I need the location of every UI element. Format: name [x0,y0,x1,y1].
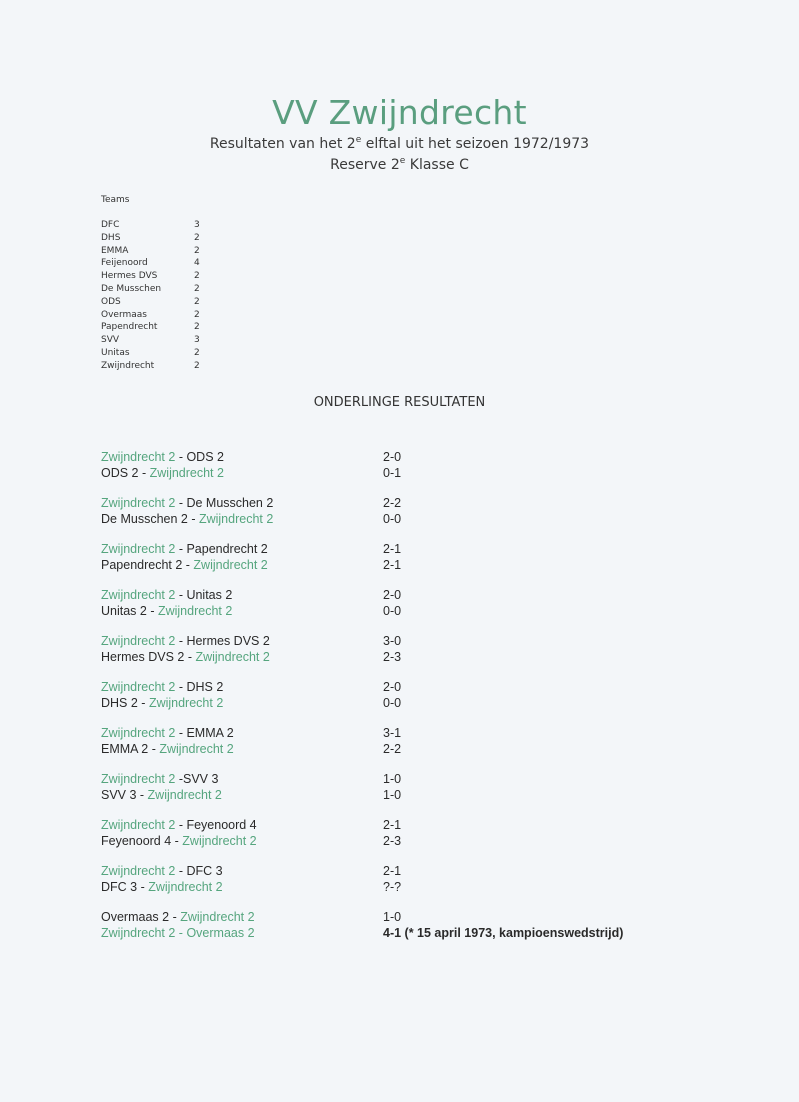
away-team: Zwijndrecht 2 [159,741,234,756]
match-score: 2-0 [383,588,402,602]
home-team: Zwijndrecht 2 - Overmaas 2 [101,925,255,940]
match-group [101,588,701,619]
match-teams [101,542,268,556]
match-score: 2-0 [383,450,402,464]
home-team: Zwijndrecht 2 [101,634,176,648]
team-row [101,271,221,284]
team-row [101,258,221,271]
match-teams [101,450,224,464]
match-teams [101,742,234,756]
match-row [101,696,701,712]
team-count: 3 [194,335,200,346]
home-team: ODS 2 [101,465,139,480]
match-score: 3-0 [383,634,402,648]
away-team: Zwijndrecht 2 [157,603,233,618]
home-team: Zwijndrecht 2 [101,680,176,694]
match-separator: - [136,787,148,802]
section-title: ONDERLINGE RESULTATEN [313,395,486,410]
away-team: Zwijndrecht 2 [195,649,270,664]
team-row [101,361,221,374]
team-name: ODS [101,296,121,307]
team-name: SVV [101,335,120,346]
match-row [101,496,701,512]
match-row [101,588,701,604]
match-group [101,542,701,573]
match-separator: - [175,726,187,740]
match-separator: - [175,588,187,602]
team-count: 2 [194,322,200,333]
match-group [101,634,701,665]
team-row [101,297,221,310]
match-row [101,880,701,896]
match-score: 2-3 [383,649,402,664]
match-group [101,910,701,941]
match-score: 4-1 (* 15 april 1973, kampioenswedstrijd) [383,925,624,940]
match-row [101,634,701,650]
match-row [101,926,701,942]
match-group [101,726,701,757]
home-team: De Musschen 2 [101,511,188,526]
match-score: 1-0 [383,787,402,802]
match-score: 3-1 [383,726,402,740]
match-separator: - [138,465,150,480]
season-subtitle [0,136,799,152]
match-teams [101,772,218,786]
match-row [101,910,701,926]
page-title: VV Zwijndrecht [272,93,527,132]
team-count: 3 [194,220,200,230]
match-teams [101,726,234,740]
team-row [101,335,221,348]
match-separator: - [175,680,187,694]
match-score: 0-1 [383,465,402,480]
team-name: Papendrecht [101,322,158,333]
team-count: 2 [194,309,200,320]
home-team: DFC 3 [101,879,138,894]
match-row [101,864,701,880]
match-row [101,834,701,850]
match-teams [101,634,270,648]
team-count: 2 [194,283,200,294]
match-teams [101,880,223,894]
home-team: DHS 2 [101,695,138,710]
home-team: Zwijndrecht 2 [101,588,176,602]
away-team: Zwijndrecht 2 [198,511,274,526]
team-row [101,310,221,323]
home-team: Zwijndrecht 2 [101,726,176,740]
match-row [101,788,701,804]
match-group [101,496,701,527]
match-score: 2-3 [383,833,402,848]
match-row [101,742,701,758]
away-team: Feyenoord 4 [186,818,257,832]
match-row [101,680,701,696]
team-name: De Musschen [101,283,162,294]
away-team: Zwijndrecht 2 [193,557,268,572]
away-team: Zwijndrecht 2 [182,833,257,848]
match-separator: - [137,879,149,894]
match-row [101,512,701,528]
team-name: DFC [101,220,120,230]
team-count: 2 [194,232,200,243]
match-score: 2-0 [383,680,402,694]
match-row [101,558,701,574]
team-count: 4 [194,258,200,269]
match-teams [101,864,223,878]
match-score: 2-1 [383,818,402,832]
match-teams [101,926,255,940]
home-team: Overmaas 2 [101,910,170,924]
team-count: 2 [194,296,200,307]
match-separator: - [187,511,199,526]
match-group [101,450,701,481]
match-separator: - [137,695,149,710]
team-row [101,322,221,335]
season-subtitle-rest: elftal uit het seizoen 1972/1973 [361,136,590,152]
away-team: Zwijndrecht 2 [180,910,255,924]
teams-list [101,220,221,374]
match-separator: - [182,557,194,572]
away-team: Hermes DVS 2 [186,634,270,648]
match-teams [101,696,223,710]
away-team: Zwijndrecht 2 [147,787,222,802]
match-row [101,772,701,788]
away-team: DFC 3 [186,864,223,878]
match-separator: - [175,772,183,786]
season-subtitle-sup: e [355,135,362,145]
team-name: Zwijndrecht [101,360,155,371]
home-team: Papendrecht 2 [101,557,183,572]
away-team: Zwijndrecht 2 [148,695,224,710]
match-score: 2-2 [383,496,402,510]
home-team: Zwijndrecht 2 [101,864,176,878]
match-separator: - [175,450,187,464]
away-team: DHS 2 [186,680,224,694]
match-teams [101,650,270,664]
team-row [101,284,221,297]
match-score: ?-? [383,879,402,894]
match-score: 1-0 [383,772,402,786]
team-count: 2 [194,271,200,282]
match-separator: - [175,542,187,556]
team-row [101,246,221,259]
home-team: Zwijndrecht 2 [101,772,176,786]
team-count: 2 [194,245,200,256]
team-row [101,220,221,233]
away-team: De Musschen 2 [186,496,274,510]
match-score: 2-1 [383,864,402,878]
match-separator: - [184,649,196,664]
league-subtitle-text: Reserve 2 [330,157,400,173]
team-count: 2 [194,360,200,371]
match-separator: - [171,833,183,848]
match-teams [101,818,257,832]
match-score: 1-0 [383,910,402,924]
team-name: Overmaas [101,309,147,320]
team-name: EMMA [101,245,129,256]
team-count: 2 [194,347,200,358]
match-separator: - [146,603,158,618]
match-teams [101,466,224,480]
team-name: Feijenoord [101,258,148,269]
league-subtitle-rest: Klasse C [405,157,469,173]
home-team: Zwijndrecht 2 [101,542,176,556]
home-team: Unitas 2 [101,603,147,618]
team-name: Unitas [101,347,130,358]
away-team: Unitas 2 [186,588,233,602]
home-team: Zwijndrecht 2 [101,818,176,832]
teams-heading: Teams [101,195,130,205]
match-row [101,726,701,742]
match-separator: - [169,910,181,924]
away-team: Zwijndrecht 2 [149,465,224,480]
match-row [101,542,701,558]
match-teams [101,558,268,572]
home-team: Zwijndrecht 2 [101,450,176,464]
match-teams [101,680,223,694]
match-separator: - [175,634,187,648]
match-group [101,772,701,803]
team-row [101,348,221,361]
match-group [101,680,701,711]
league-subtitle-sup: e [399,156,406,166]
match-score: 2-1 [383,542,402,556]
season-subtitle-text: Resultaten van het 2 [209,136,356,152]
match-teams [101,834,257,848]
home-team: Zwijndrecht 2 [101,496,176,510]
match-score: 0-0 [383,511,402,526]
away-team: Zwijndrecht 2 [148,879,223,894]
match-row [101,450,701,466]
match-separator: - [175,818,187,832]
match-teams [101,910,255,924]
match-teams [101,496,273,510]
match-row [101,818,701,834]
match-separator: - [148,741,160,756]
home-team: Feyenoord 4 [101,833,172,848]
match-teams [101,512,273,526]
match-score: 0-0 [383,603,402,618]
away-team: EMMA 2 [186,726,234,740]
match-group [101,818,701,849]
match-group [101,864,701,895]
league-subtitle [0,157,799,173]
home-team: EMMA 2 [101,741,149,756]
match-score: 2-1 [383,557,402,572]
match-teams [101,588,232,602]
team-name: DHS [101,232,121,243]
match-results [101,450,701,956]
home-team: Hermes DVS 2 [101,649,185,664]
match-score: 0-0 [383,695,402,710]
away-team: Papendrecht 2 [186,542,268,556]
match-teams [101,604,232,618]
match-score: 2-2 [383,741,402,756]
away-team: SVV 3 [182,772,219,786]
team-name: Hermes DVS [101,271,158,282]
away-team: ODS 2 [186,450,224,464]
match-separator: - [175,496,187,510]
match-separator: - [175,864,187,878]
match-row [101,466,701,482]
match-row [101,650,701,666]
match-teams [101,788,222,802]
home-team: SVV 3 [101,787,137,802]
team-row [101,233,221,246]
match-row [101,604,701,620]
